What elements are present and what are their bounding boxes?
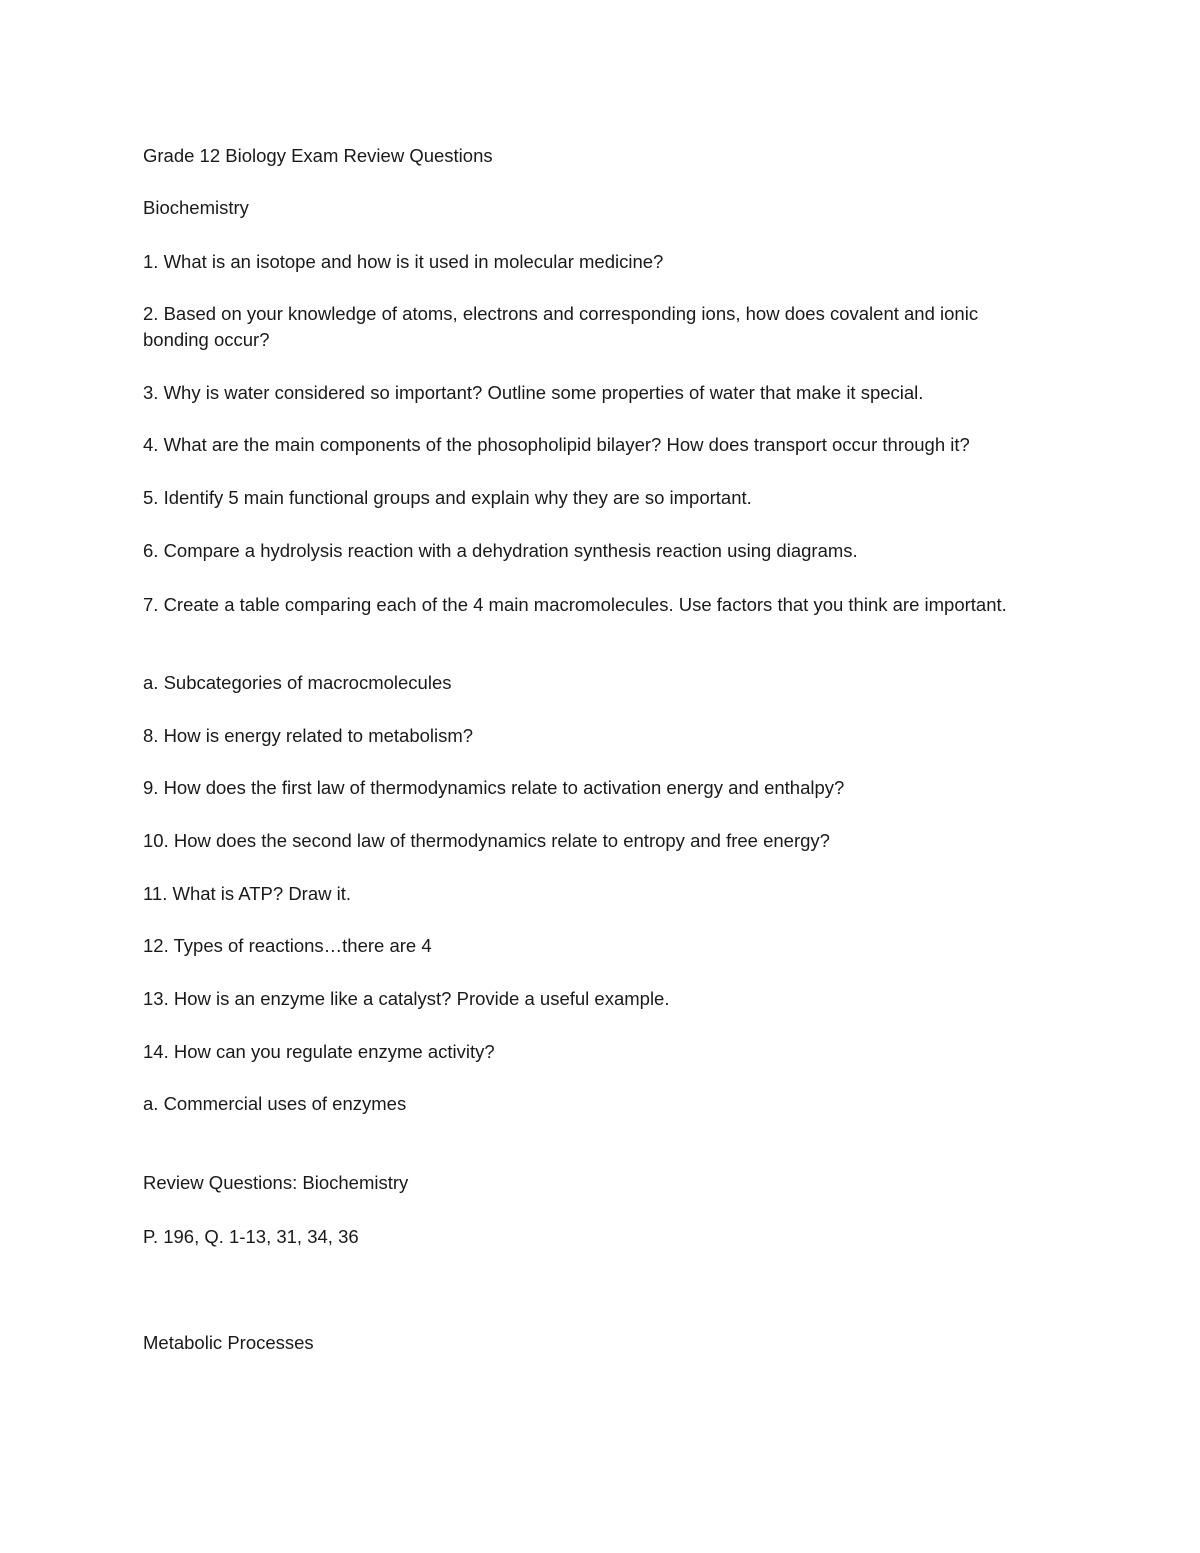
sub-question-item: a. Commercial uses of enzymes [143,1093,407,1114]
question-item: 5. Identify 5 main functional groups and explain why they are so important. [143,487,752,508]
review-reference: P. 196, Q. 1-13, 31, 34, 36 [143,1226,359,1247]
review-heading: Review Questions: Biochemistry [143,1172,409,1193]
question-item: 8. How is energy related to metabolism? [143,725,474,746]
question-item: 12. Types of reactions…there are 4 [143,935,432,956]
sub-question-item: a. Subcategories of macrocmolecules [143,672,452,693]
question-item: 4. What are the main components of the phosopholipid bilayer? How does transport occur through it? [143,434,970,455]
question-item: 9. How does the first law of thermodynamics relate to activation energy and enthalpy? [143,777,845,798]
section-heading: Biochemistry [143,197,249,218]
question-item: 7. Create a table comparing each of the 4 main macromolecules. Use factors that you think are important. [143,594,1007,615]
question-item: 10. How does the second law of thermodynamics relate to entropy and free energy? [143,830,830,851]
question-item: 2. Based on your knowledge of atoms, electrons and corresponding ions, how does covalent and ionic bonding occur? [143,303,979,350]
question-item: 11. What is ATP? Draw it. [143,883,352,904]
question-item: 3. Why is water considered so important? Outline some properties of water that make it special. [143,382,924,403]
next-section-heading: Metabolic Processes [143,1332,314,1353]
document-title: Grade 12 Biology Exam Review Questions [143,145,493,166]
question-item: 14. How can you regulate enzyme activity? [143,1041,495,1062]
question-item: 13. How is an enzyme like a catalyst? Provide a useful example. [143,988,670,1009]
question-item: 6. Compare a hydrolysis reaction with a dehydration synthesis reaction using diagrams. [143,540,858,561]
question-item: 1. What is an isotope and how is it used in molecular medicine? [143,251,664,272]
